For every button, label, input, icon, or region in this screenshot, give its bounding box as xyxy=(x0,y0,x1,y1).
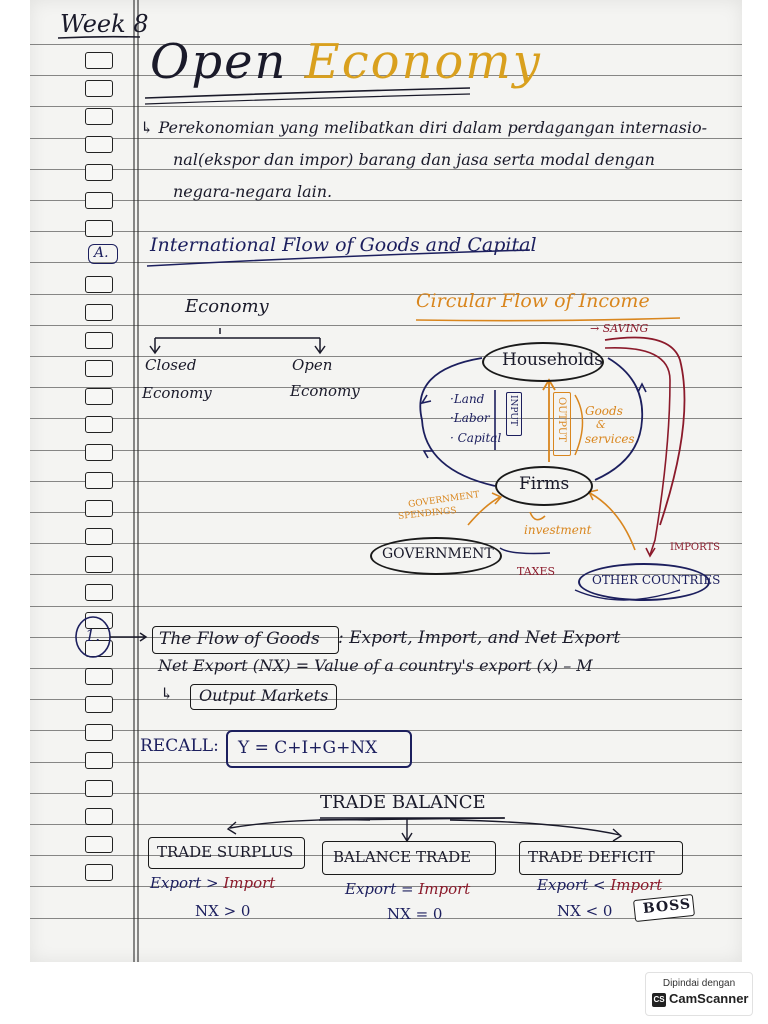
deficit-op: < xyxy=(588,876,611,894)
surplus-op: > xyxy=(201,874,224,892)
section-marker: A. xyxy=(94,245,109,261)
stamp-text: BOSS xyxy=(642,896,692,918)
surplus-export: Export xyxy=(150,874,202,892)
watermark-line2: CamScanner xyxy=(669,991,749,1006)
open-label-1: Open xyxy=(292,356,333,374)
other-countries-node xyxy=(578,563,721,601)
goods-label-3: services xyxy=(585,432,635,446)
gov-spending-2: SPENDINGS xyxy=(397,505,458,523)
households-node xyxy=(482,342,604,382)
trade-balance-title: TRADE BALANCE xyxy=(320,792,486,813)
item-number: 1. xyxy=(85,626,101,645)
gov-spending-1: GOVERNMENT xyxy=(407,490,481,510)
section-title: International Flow of Goods and Capital xyxy=(150,234,537,256)
other-countries-label: OTHER COUNTRIES xyxy=(592,573,721,587)
deficit-relation xyxy=(537,876,662,894)
balance-relation xyxy=(345,880,470,898)
deficit-nx: NX < 0 xyxy=(557,902,613,920)
factor-capital: · Capital xyxy=(450,431,502,445)
balance-import: Import xyxy=(418,880,471,898)
households-label: Households xyxy=(502,350,604,370)
goods-label-2: & xyxy=(596,418,606,431)
watermark-line1: Dipindai dengan xyxy=(662,978,736,989)
camscanner-watermark xyxy=(645,972,753,1016)
camscanner-logo-icon: CS xyxy=(652,993,666,1007)
recall-formula: Y = C+I+G+NX xyxy=(238,738,378,758)
surplus-import: Import xyxy=(223,874,276,892)
input-label: INPUT xyxy=(508,395,518,426)
closed-label-1: Closed xyxy=(145,356,197,374)
balance-trade-box xyxy=(322,841,496,875)
drawing-layer xyxy=(30,0,742,962)
factor-labor: ·Labor xyxy=(450,411,490,425)
balance-trade-label: BALANCE TRADE xyxy=(333,848,472,866)
surplus-relation xyxy=(150,874,275,892)
firms-label: Firms xyxy=(519,474,570,494)
nx-definition: Net Export (NX) = Value of a country's export (x) – M xyxy=(158,656,593,675)
recall-label: RECALL: xyxy=(140,736,219,756)
output-arrow: ↳ xyxy=(160,684,174,703)
saving-label: → SAVING xyxy=(590,322,649,335)
goods-label-1: Goods xyxy=(585,404,623,418)
definition-line-2: nal(ekspor dan impor) barang dan jasa serta modal dengan xyxy=(173,150,655,169)
deficit-import: Import xyxy=(610,876,663,894)
firms-node xyxy=(495,466,593,506)
input-box xyxy=(506,392,522,436)
balance-op: = xyxy=(396,880,419,898)
trade-surplus-box xyxy=(148,837,305,869)
investment-label: investment xyxy=(524,523,592,537)
taxes-label: TAXES xyxy=(517,565,556,578)
trade-deficit-box xyxy=(519,841,683,875)
closed-label-2: Economy xyxy=(142,384,212,402)
output-label: OUTPUT xyxy=(556,397,567,442)
definition-line-1: ↳ Perekonomian yang melibatkan diri dalam perdagangan internasio- xyxy=(140,118,708,137)
circular-flow-title: Circular Flow of Income xyxy=(416,290,650,312)
section-marker-box xyxy=(88,244,118,264)
notebook-page xyxy=(30,0,742,962)
output-box xyxy=(553,392,571,456)
output-markets-label: Output Markets xyxy=(199,686,329,705)
flow-goods-label: The Flow of Goods xyxy=(159,629,320,649)
economy-root: Economy xyxy=(185,296,269,317)
surplus-nx: NX > 0 xyxy=(195,902,251,920)
balance-export: Export xyxy=(345,880,397,898)
balance-nx: NX = 0 xyxy=(387,905,443,923)
flow-goods-rest: : Export, Import, and Net Export xyxy=(338,628,621,648)
definition-line-3: negara-negara lain. xyxy=(173,182,333,201)
open-label-2: Economy xyxy=(290,382,360,400)
government-node xyxy=(370,537,502,575)
imports-label: IMPORTS xyxy=(670,542,720,553)
page-title xyxy=(150,34,542,90)
trade-deficit-label: TRADE DEFICIT xyxy=(528,848,655,866)
week-label: Week 8 xyxy=(60,10,149,38)
flow-goods-box xyxy=(152,626,339,654)
recall-formula-box xyxy=(226,730,412,768)
title-text: Open Economy xyxy=(150,34,542,90)
output-markets-box xyxy=(190,684,337,710)
factor-land: ·Land xyxy=(450,392,485,406)
deficit-export: Export xyxy=(537,876,589,894)
government-label: GOVERNMENT xyxy=(382,546,494,562)
trade-surplus-label: TRADE SURPLUS xyxy=(157,843,294,861)
